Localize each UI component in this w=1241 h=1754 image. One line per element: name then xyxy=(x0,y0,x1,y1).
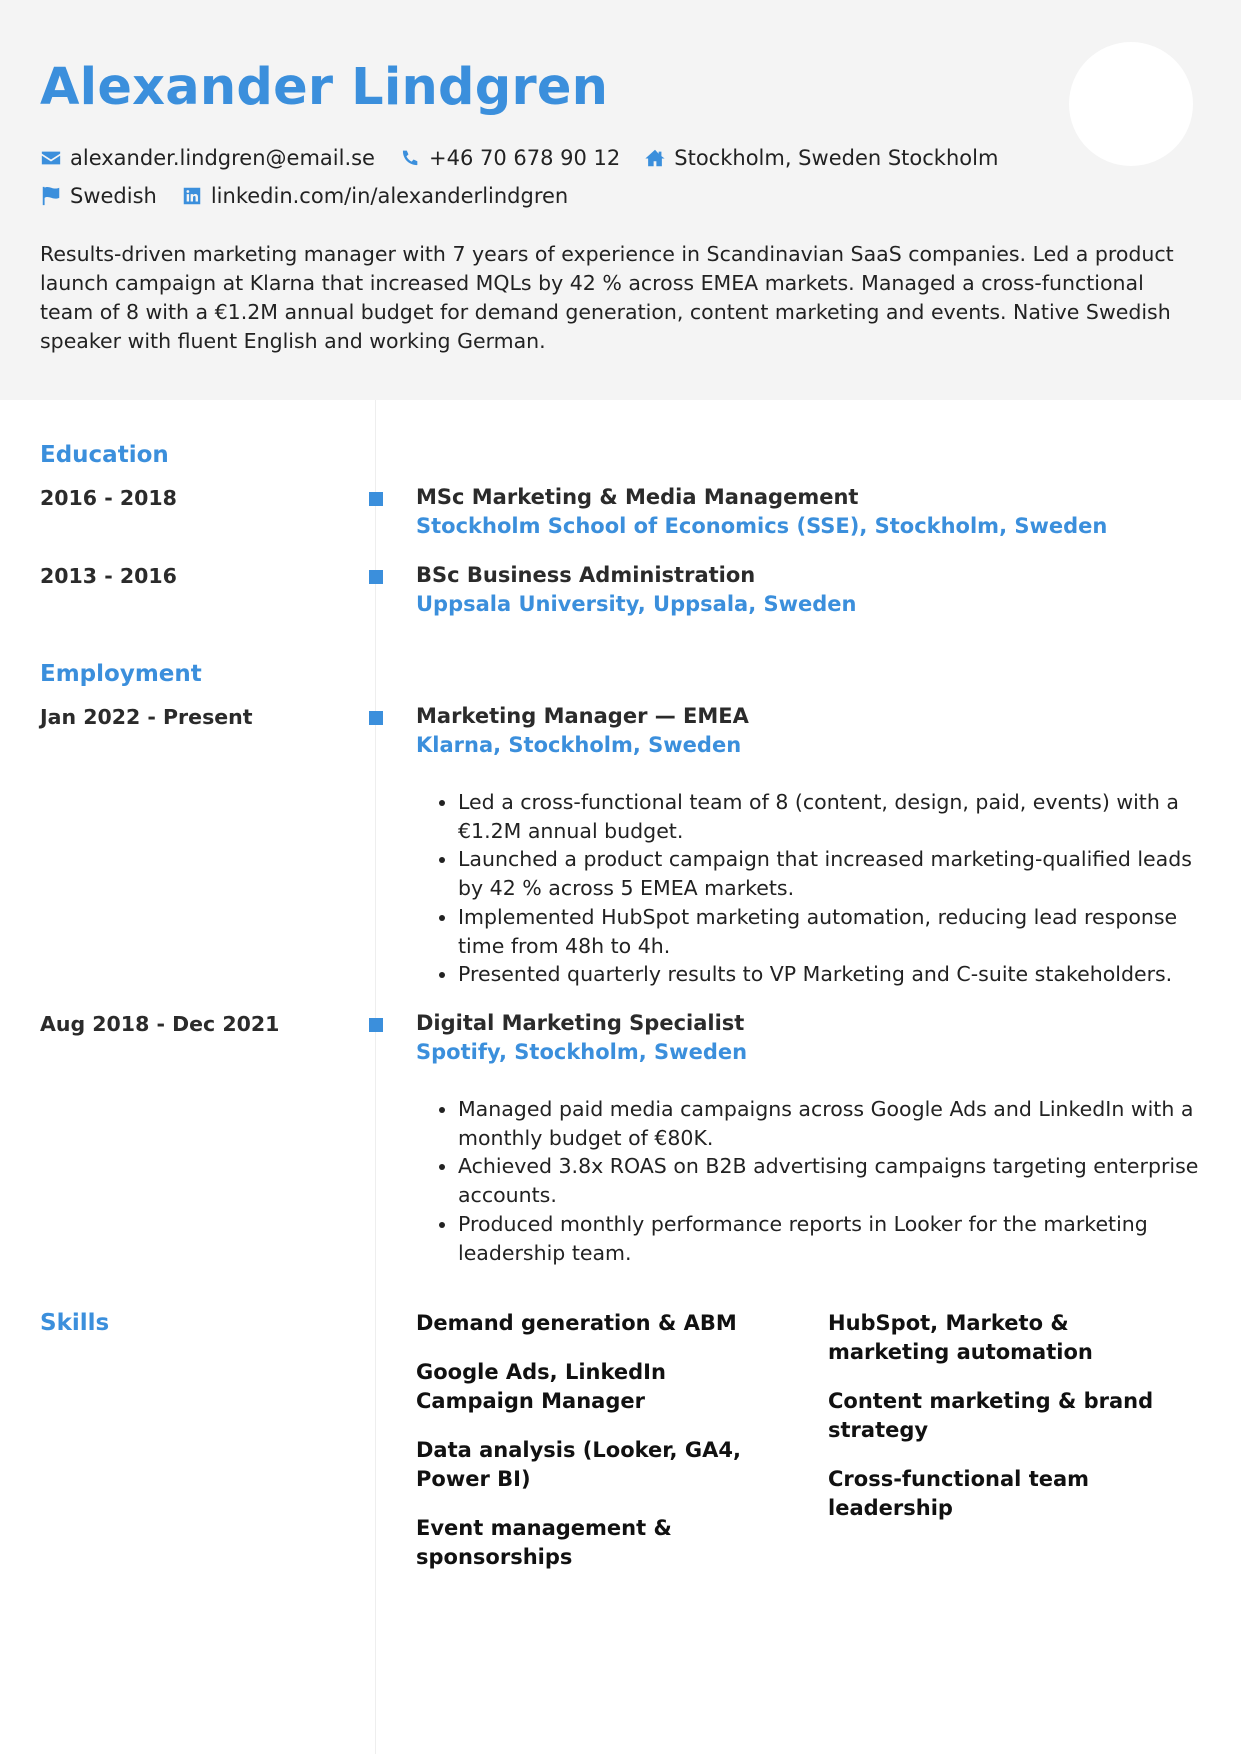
list-item: • Presented quarterly results to VP Marketing and C-suite stakeholders. xyxy=(458,960,1206,989)
education-degree: MSc Marketing & Media Management xyxy=(416,485,859,509)
skill-item: Demand generation & ABM xyxy=(416,1311,737,1335)
column-divider xyxy=(375,400,376,1754)
employment-heading: Employment xyxy=(40,661,202,687)
contact-location xyxy=(644,146,998,170)
job-company: Spotify, Stockholm, Sweden xyxy=(416,1040,748,1064)
skill-item: Data analysis (Looker, GA4, Power BI) xyxy=(416,1438,741,1491)
profile-summary: Results-driven marketing manager with 7 years of experience in Scandinavian SaaS companies. Led a product launch campaign at Klarna that increased MQLs by 42 % across EMEA markets. Managed a cross-functional team of 8 with a €1.2M annual budget for demand generation, content marketing and events. Native Swedish speaker with fluent English and working German. xyxy=(40,242,1174,353)
education-institution: Uppsala University, Uppsala, Sweden xyxy=(416,592,857,616)
skill-item: Cross-functional team leadership xyxy=(828,1467,1090,1520)
home-icon xyxy=(644,147,666,169)
job-title: Marketing Manager — EMEA xyxy=(416,704,749,728)
timeline-marker xyxy=(369,711,383,725)
envelope-icon xyxy=(40,147,62,169)
contact-linkedin[interactable] xyxy=(181,184,568,208)
phone-icon xyxy=(399,147,421,169)
education-date: 2013 - 2016 xyxy=(40,564,177,588)
employment-date: Jan 2022 - Present xyxy=(40,705,253,729)
job-title: Digital Marketing Specialist xyxy=(416,1011,745,1035)
skill-item: Google Ads, LinkedIn Campaign Manager xyxy=(416,1360,666,1413)
employment-date: Aug 2018 - Dec 2021 xyxy=(40,1012,280,1036)
job-responsibilities xyxy=(416,788,1206,989)
skills-heading: Skills xyxy=(40,1310,110,1336)
flag-icon xyxy=(40,185,62,207)
nationality-text: Swedish xyxy=(70,184,157,208)
timeline-marker xyxy=(369,570,383,584)
list-item: • Launched a product campaign that increased marketing-qualified leads by 42 % across 5 EMEA markets. xyxy=(458,845,1206,902)
linkedin-icon xyxy=(181,185,203,207)
education-heading: Education xyxy=(40,442,169,468)
list-item: • Managed paid media campaigns across Google Ads and LinkedIn with a monthly budget of €80K. xyxy=(458,1095,1206,1152)
skill-item: HubSpot, Marketo & marketing automation xyxy=(828,1311,1093,1364)
profile-photo xyxy=(1069,42,1193,166)
timeline-marker xyxy=(369,1018,383,1032)
phone-text: +46 70 678 90 12 xyxy=(428,146,621,170)
education-date: 2016 - 2018 xyxy=(40,486,177,510)
job-responsibilities xyxy=(416,1095,1206,1267)
education-degree: BSc Business Administration xyxy=(416,563,756,587)
contact-row-1 xyxy=(40,144,1022,172)
list-item: • Achieved 3.8x ROAS on B2B advertising campaigns targeting enterprise accounts. xyxy=(458,1152,1206,1209)
email-text: alexander.lindgren@email.se xyxy=(70,146,375,170)
location-text: Stockholm, Sweden Stockholm xyxy=(674,146,999,170)
skill-item: Event management & sponsorships xyxy=(416,1516,672,1569)
timeline-marker xyxy=(369,492,383,506)
job-company: Klarna, Stockholm, Sweden xyxy=(416,733,742,757)
contact-phone[interactable] xyxy=(399,146,620,170)
header-panel xyxy=(0,0,1241,400)
list-item: • Implemented HubSpot marketing automation, reducing lead response time from 48h to 4h. xyxy=(458,903,1206,960)
education-institution: Stockholm School of Economics (SSE), Stockholm, Sweden xyxy=(416,514,1108,538)
candidate-name: Alexander Lindgren xyxy=(40,58,609,117)
contact-row-2 xyxy=(40,182,592,210)
list-item: • Produced monthly performance reports in Looker for the marketing leadership team. xyxy=(458,1210,1206,1267)
linkedin-text: linkedin.com/in/alexanderlindgren xyxy=(210,184,569,208)
list-item: • Led a cross-functional team of 8 (content, design, paid, events) with a €1.2M annual budget. xyxy=(458,788,1206,845)
skill-item: Content marketing & brand strategy xyxy=(828,1389,1154,1442)
contact-nationality xyxy=(40,184,157,208)
contact-email[interactable] xyxy=(40,146,375,170)
